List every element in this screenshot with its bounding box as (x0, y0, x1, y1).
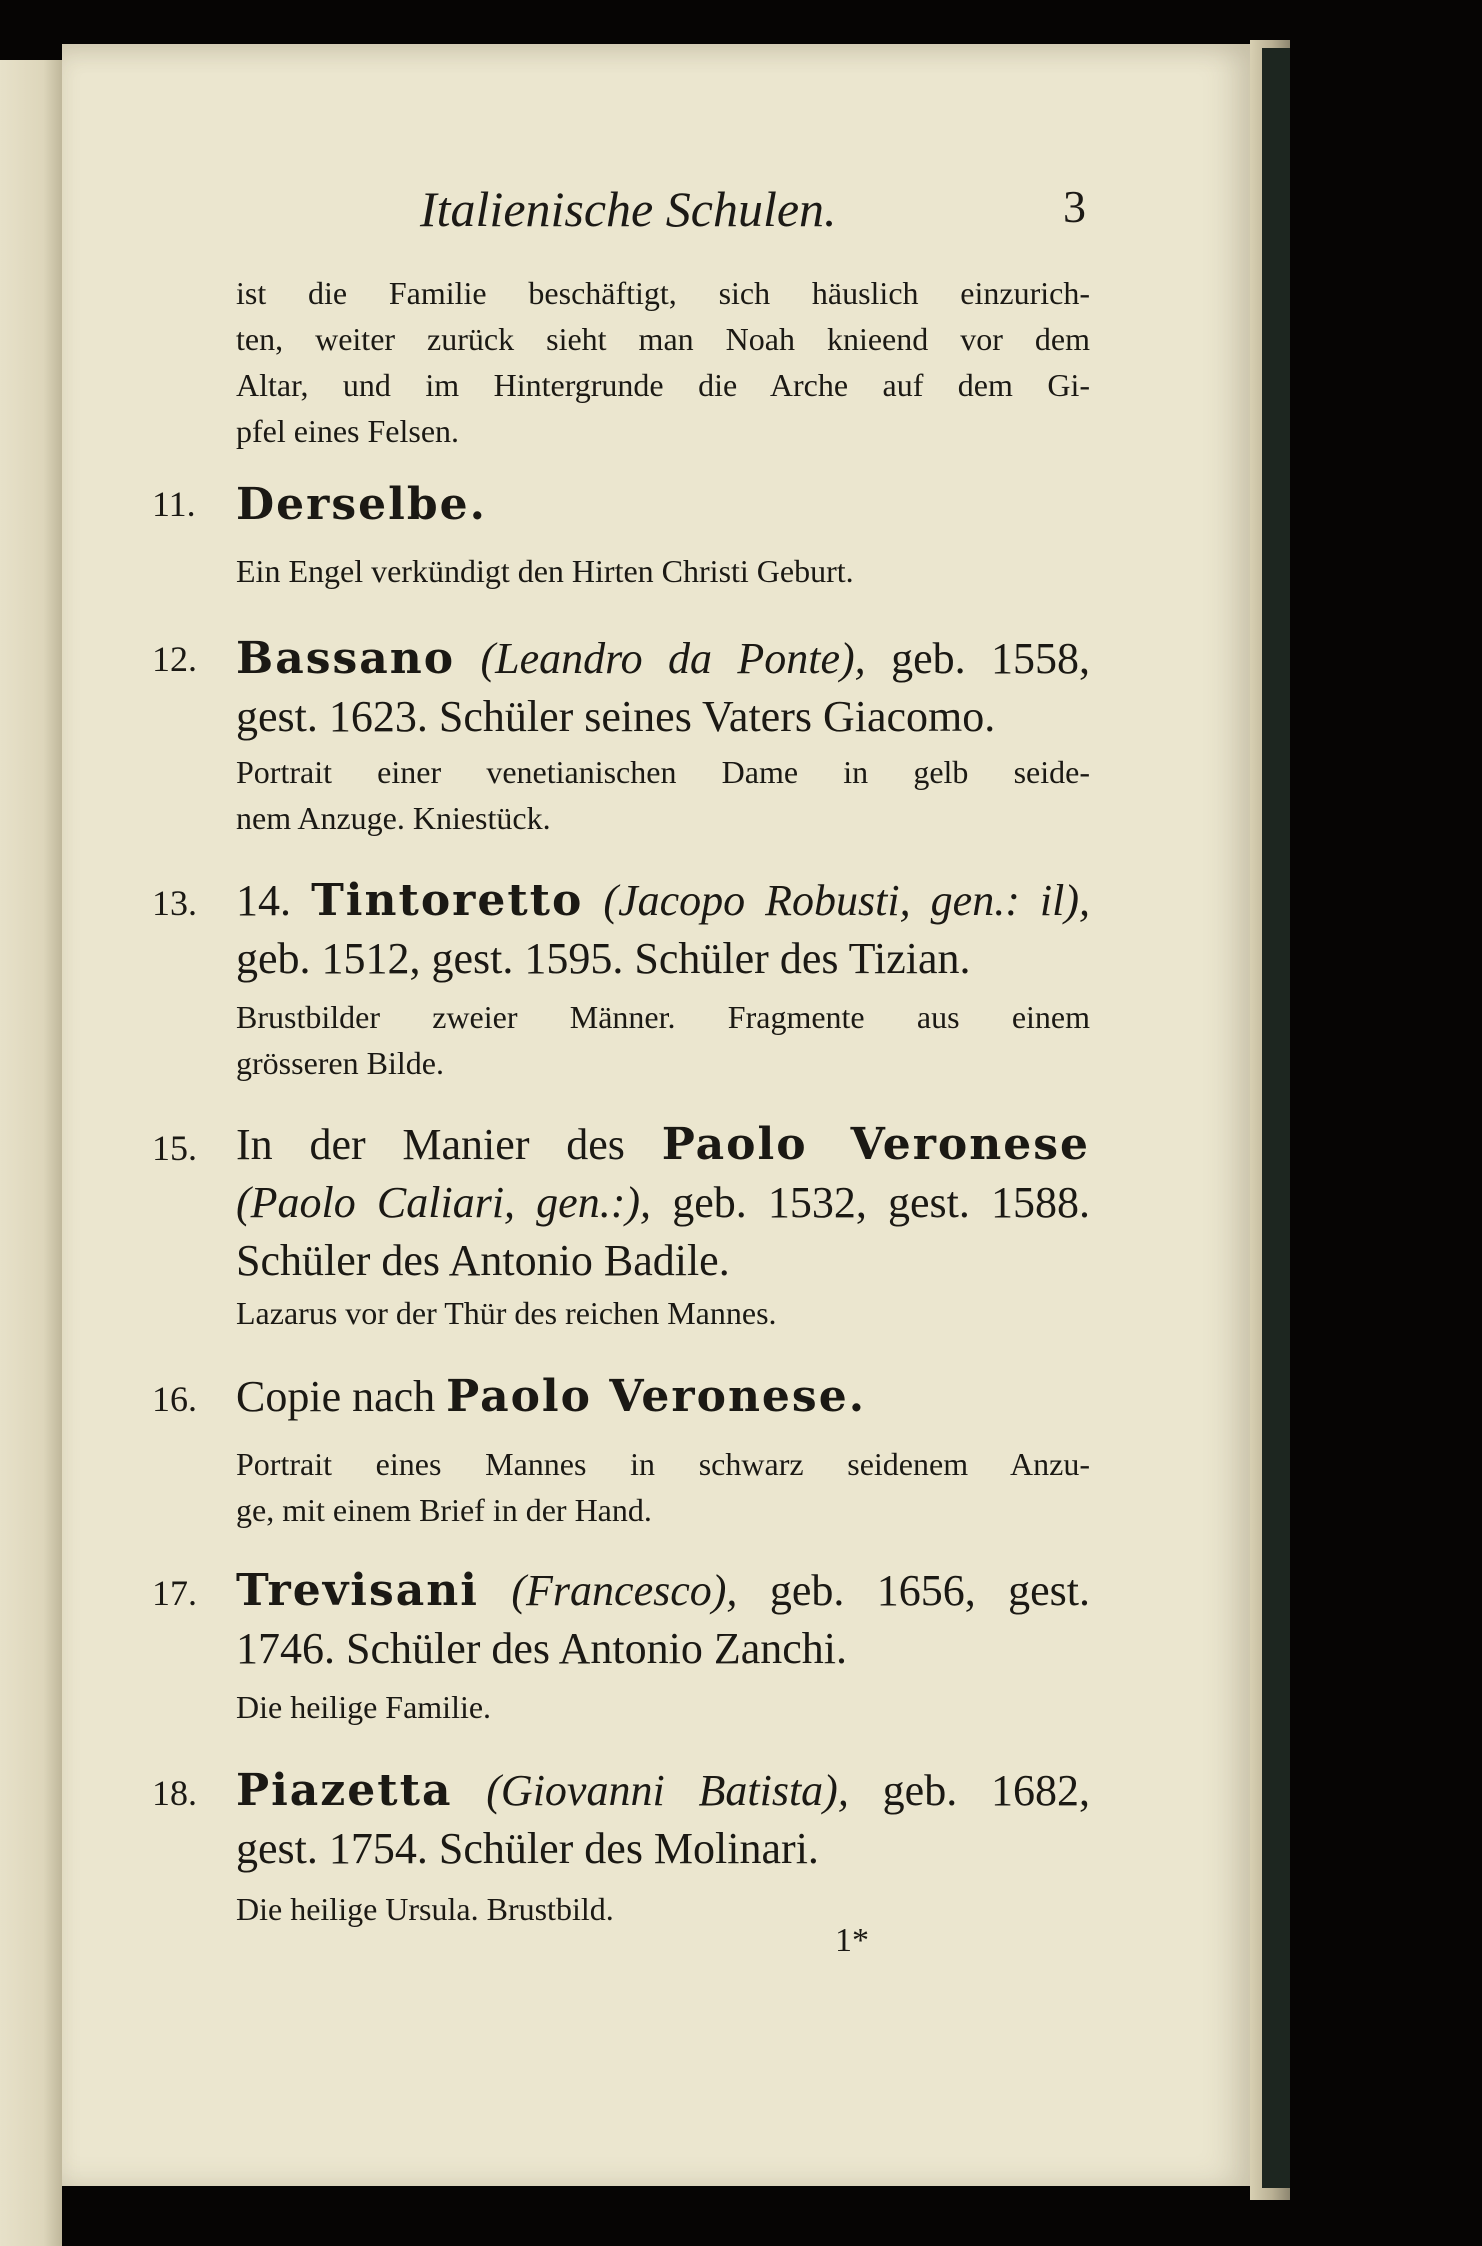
entry-description: Die heilige Familie. (236, 1689, 492, 1725)
dates: geb. 1532, gest. 1588. (672, 1178, 1091, 1227)
text-line: Brustbilder zweier Männer. Fragmente aus einem (236, 999, 1090, 1035)
artist-name: Paolo Veronese. (446, 1371, 867, 1422)
page-number: 3 (1063, 181, 1086, 232)
artist-name: Piazetta (236, 1765, 453, 1816)
text-line: ist die Familie beschäftigt, sich häuslich einzurich- (236, 275, 1090, 311)
entry-number: 11. (152, 484, 196, 524)
entry-prefix: In der Manier des (236, 1120, 625, 1169)
entry-number: 13. (152, 883, 197, 923)
birth-year: geb. 1656, gest. (769, 1566, 1091, 1615)
intro-paragraph (236, 270, 1090, 454)
artist-alias: (Leandro da Ponte), (480, 634, 866, 683)
entry-description (236, 749, 1090, 841)
text-line: Schüler des Antonio Badile. (236, 1236, 730, 1285)
artist-alias: (Jacopo Robusti, gen.: il), (603, 876, 1091, 925)
entry-number: 17. (152, 1573, 197, 1613)
text-line: geb. 1512, gest. 1595. Schüler des Tizian. (236, 934, 971, 983)
entry-number: 18. (152, 1773, 197, 1813)
entry-description: Ein Engel verkündigt den Hirten Christi Geburt. (236, 553, 854, 589)
signature-mark: 1* (835, 1922, 869, 1959)
text-line: grösseren Bilde. (236, 1045, 444, 1081)
running-header: Italienische Schulen. (420, 181, 837, 237)
artist-name: Bassano (236, 633, 456, 684)
entry-heading (236, 476, 487, 534)
entry-number: 16. (152, 1379, 197, 1419)
entry-heading (236, 872, 1090, 988)
entry-heading (236, 630, 1090, 746)
text-line: gest. 1623. Schüler seines Vaters Giacomo. (236, 692, 996, 741)
text-line: Altar, und im Hintergrunde die Arche auf dem Gi- (236, 367, 1090, 403)
entry-number: 12. (152, 639, 197, 679)
text-line: 1746. Schüler des Antonio Zanchi. (236, 1624, 848, 1673)
text-line: pfel eines Felsen. (236, 413, 460, 449)
artist-alias: (Francesco), (511, 1566, 738, 1615)
artist-name: Paolo Veronese (661, 1119, 1091, 1170)
entry-heading (236, 1368, 866, 1426)
text-line: Portrait einer venetianischen Dame in gelb seide- (236, 754, 1090, 790)
entry-number-secondary: 14. (236, 876, 291, 925)
entry-prefix: Copie nach (236, 1372, 436, 1421)
artist-alias: (Paolo Caliari, gen.:), (236, 1178, 652, 1227)
artist-alias: (Giovanni Batista), (486, 1766, 849, 1815)
entry-description (236, 1441, 1090, 1533)
artist-name: Tintoretto (311, 875, 584, 926)
entry-heading (236, 1762, 1090, 1878)
artist-name: Derselbe. (236, 479, 487, 530)
entry-heading (236, 1562, 1090, 1678)
text-line: gest. 1754. Schüler des Molinari. (236, 1824, 819, 1873)
left-page-edge (0, 60, 62, 2246)
text-line: nem Anzuge. Kniestück. (236, 800, 551, 836)
entry-description (236, 994, 1090, 1086)
entry-description: Lazarus vor der Thür des reichen Mannes. (236, 1295, 777, 1331)
text-line: ten, weiter zurück sieht man Noah knieend vor dem (236, 321, 1090, 357)
entry-description: Die heilige Ursula. Brustbild. (236, 1891, 614, 1927)
birth-year: geb. 1558, (891, 634, 1090, 683)
artist-name: Trevisani (236, 1565, 479, 1616)
entry-number: 15. (152, 1128, 197, 1168)
entry-heading (236, 1116, 1090, 1290)
book-cover-edge (1262, 48, 1290, 2188)
text-line: ge, mit einem Brief in der Hand. (236, 1492, 652, 1528)
birth-year: geb. 1682, (882, 1766, 1091, 1815)
text-line: Portrait eines Mannes in schwarz seidenem Anzu- (236, 1446, 1090, 1482)
